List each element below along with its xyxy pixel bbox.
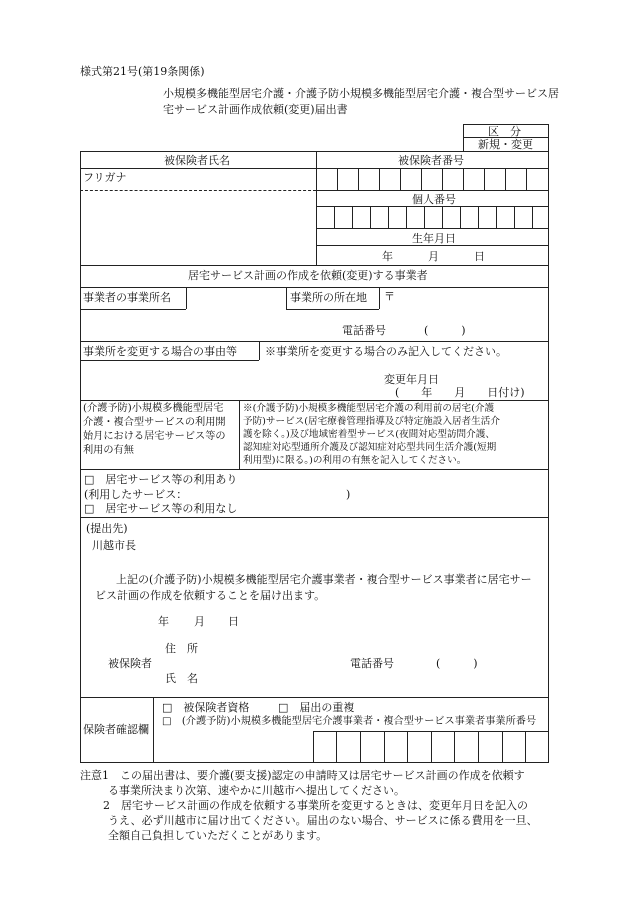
change-note: ※事業所を変更する場合のみ記入してください。 [265, 345, 507, 358]
usage-option-yes[interactable]: □ 居宅サービス等の利用あり [84, 473, 238, 486]
birth-month: 月 [428, 250, 439, 263]
form-title-line2: 宅サービス計画作成依頼(変更)届出書 [163, 103, 348, 116]
insured-number-cells[interactable] [316, 168, 549, 190]
usage-note-line3: 護を除く。)及び地域密着型サービス(夜間対応型訪問介護、 [243, 429, 495, 440]
provider-section-title: 居宅サービス計画の作成を依頼(変更)する事業者 [188, 269, 428, 282]
insured-name-label: 被保険者氏名 [164, 154, 230, 167]
office-address-label: 事業所の所在地 [290, 291, 367, 304]
submit-to-label: (提出先) [86, 522, 128, 535]
usage-label-line2: 介護・複合型サービスの利用開 [83, 417, 226, 428]
usage-label-line3: 始月における居宅サービス等の [83, 431, 226, 442]
insurer-check-label: 保険者確認欄 [83, 723, 149, 736]
usage-option-no[interactable]: □ 居宅サービス等の利用なし [84, 502, 238, 515]
submit-date-month: 月 [194, 615, 205, 628]
used-services-label: (利用したサービス： [84, 488, 188, 501]
note1-line1: 注意1 この届出書は、要介護(要支援)認定の申請時又は居宅サービス計画の作成を依頼す [80, 769, 525, 782]
change-date-label: 変更年月日 [384, 373, 439, 386]
kubun-value: 新規・変更 [478, 138, 533, 151]
birth-date-label: 生年月日 [412, 232, 456, 245]
usage-note-line2: 予防)サービス(居宅療養管理指導及び特定施設入居者生活介 [243, 416, 500, 427]
used-services-close: ) [346, 488, 351, 501]
usage-note-line4: 認知症対応型通所介護及び認知症対応型共同生活介護(短期 [243, 442, 497, 453]
submit-date-day: 日 [228, 615, 239, 628]
office-phone-parens: ( ) [424, 324, 466, 337]
note2-line1: 2 居宅サービス計画の作成を依頼する事業所を変更するときは、変更年月日を記入の [103, 799, 528, 812]
office-phone-label: 電話番号 [342, 324, 386, 337]
change-date-format: ( 年 月 日付け) [395, 386, 525, 399]
insured-number-label: 被保険者番号 [398, 154, 464, 167]
insurer-check-qualification[interactable]: □ 被保険者資格 [162, 701, 250, 714]
form-number: 様式第21号(第19条関係) [80, 65, 205, 78]
birth-day: 日 [474, 250, 485, 263]
change-reason-label: 事業所を変更する場合の事由等 [83, 345, 237, 358]
submit-to-name: 川越市長 [92, 539, 136, 552]
furigana-label: フリガナ [83, 171, 127, 184]
submitter-insured-label: 被保険者 [108, 657, 152, 670]
submitter-name-label: 氏 名 [165, 672, 198, 685]
usage-label-line1: (介護予防)小規模多機能型居宅 [83, 403, 224, 414]
insurer-check-office-number[interactable]: □ (介護予防)小規模多機能型居宅介護事業者・複合型サービス事業者事業所番号 [162, 716, 537, 727]
personal-number-label: 個人番号 [412, 193, 456, 206]
usage-note-line5: 利用型)に限る。)の利用の有無を記入してください。 [243, 455, 467, 466]
form-title-line1: 小規模多機能型居宅介護・介護予防小規模多機能型居宅介護・複合型サービス居 [163, 87, 559, 100]
kubun-label: 区 分 [488, 125, 521, 138]
note2-line2: うえ、必ず川越市に届け出てください。届出のない場合、サービスに係る費用を一旦、 [108, 814, 538, 827]
submitter-phone-parens: ( ) [436, 657, 478, 670]
birth-year: 年 [382, 250, 393, 263]
insurer-check-duplicate[interactable]: □ 届出の重複 [278, 701, 355, 714]
note2-line3: 全額自己負担していただくことがあります。 [108, 829, 328, 842]
postal-mark: 〒 [384, 290, 395, 303]
usage-note-line1: ※(介護予防)小規模多機能型居宅介護の利用前の居宅(介護 [243, 403, 495, 414]
personal-number-cells[interactable] [316, 206, 549, 228]
usage-label-line4: 利用の有無 [83, 445, 134, 456]
submitter-phone-label: 電話番号 [350, 657, 394, 670]
office-name-label: 事業者の事業所名 [83, 291, 171, 304]
submit-body-line2: ビス計画の作成を依頼することを届け出ます。 [95, 589, 326, 602]
note1-line2: る事業所決まり次第、速やかに川越市へ提出してください。 [108, 784, 405, 797]
submit-date-year: 年 [158, 615, 169, 628]
submitter-address-label: 住 所 [165, 642, 198, 655]
submit-body-line1: 上記の(介護予防)小規模多機能型居宅介護事業者・複合型サービス事業者に居宅サー [116, 573, 532, 586]
